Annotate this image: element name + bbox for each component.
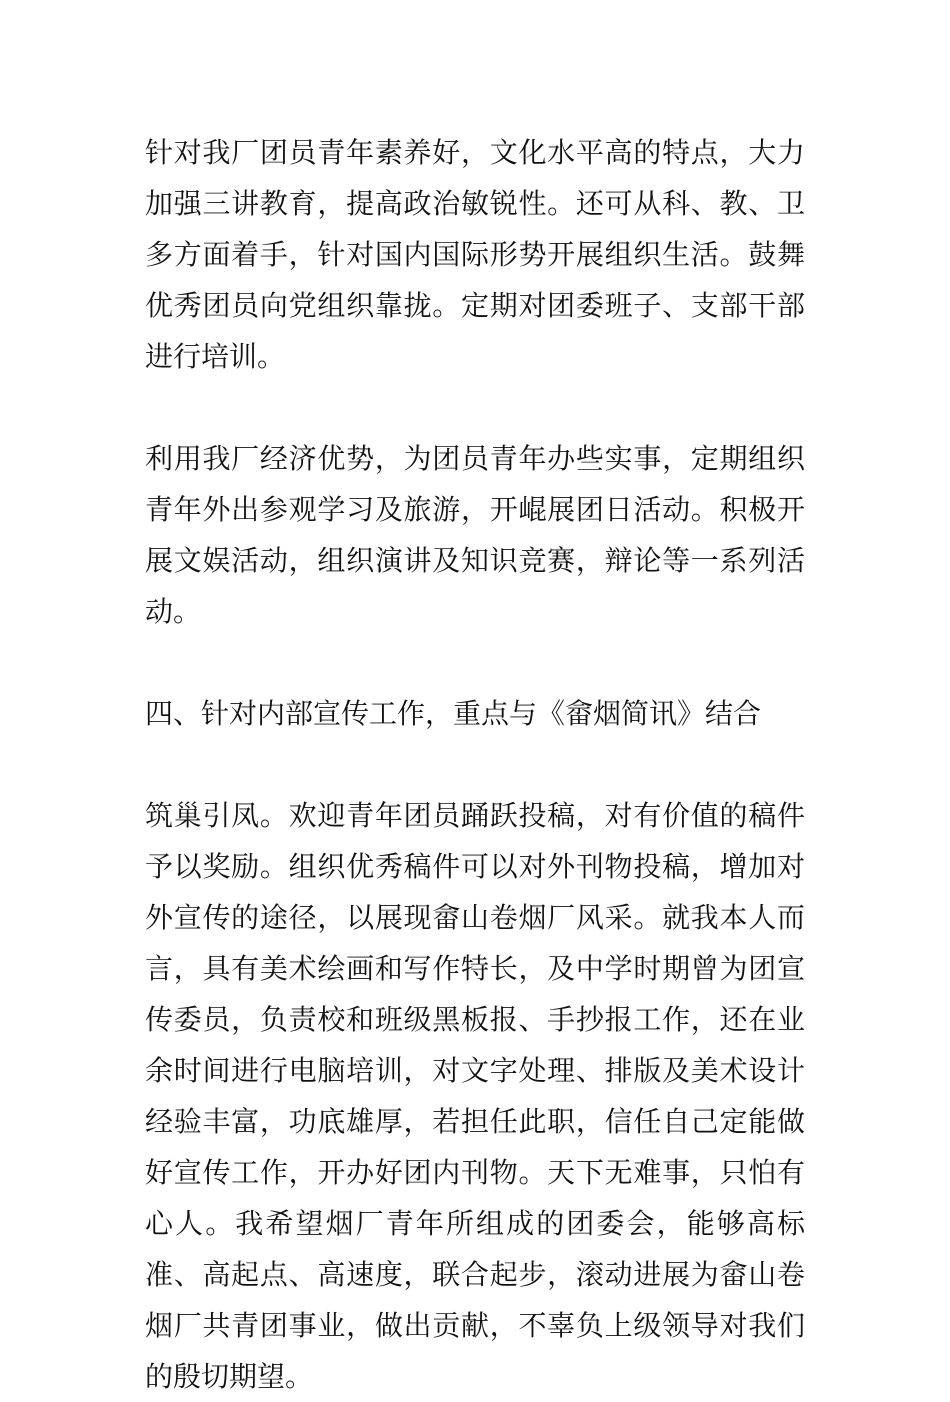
- document-body: [145, 127, 805, 1402]
- paragraph-league-education: 针对我厂团员青年素养好，文化水平高的特点，大力加强三讲教育，提高政治敏锐性。还可从科、教、卫多方面着手，针对国内国际形势开展组织生活。鼓舞优秀团员向党组织靠拢。定期对团委班子、支部干部进行培训。: [145, 136, 805, 373]
- paragraph-youth-activities: 利用我厂经济优势，为团员青年办些实事，定期组织青年外出参观学习及旅游，开崐展团日活动。积极开展文娱活动，组织演讲及知识竞赛，辩论等一系列活动。: [145, 442, 805, 628]
- paragraph-publicity-work: 筑巢引凤。欢迎青年团员踊跃投稿，对有价值的稿件予以奖励。组织优秀稿件可以对外刊物投稿，增加对外宣传的途径，以展现畲山卷烟厂风采。就我本人而言，具有美术绘画和写作特长，及中学时期曾为团宣传委员，负责校和班级黑板报、手抄报工作，还在业余时间进行电脑培训，对文字处理、排版及美术设计经验丰富，功底雄厚，若担任此职，信任自己定能做好宣传工作，开办好团内刊物。天下无难事，只怕有心人。我希望烟厂青年所组成的团委会，能够高标准、高起点、高速度，联合起步，滚动进展为畲山卷烟厂共青团事业，做出贡献，不辜负上级领导对我们的殷切期望。: [145, 799, 805, 1393]
- section-heading-publicity: 四、针对内部宣传工作，重点与《畲烟简讯》结合: [145, 697, 762, 730]
